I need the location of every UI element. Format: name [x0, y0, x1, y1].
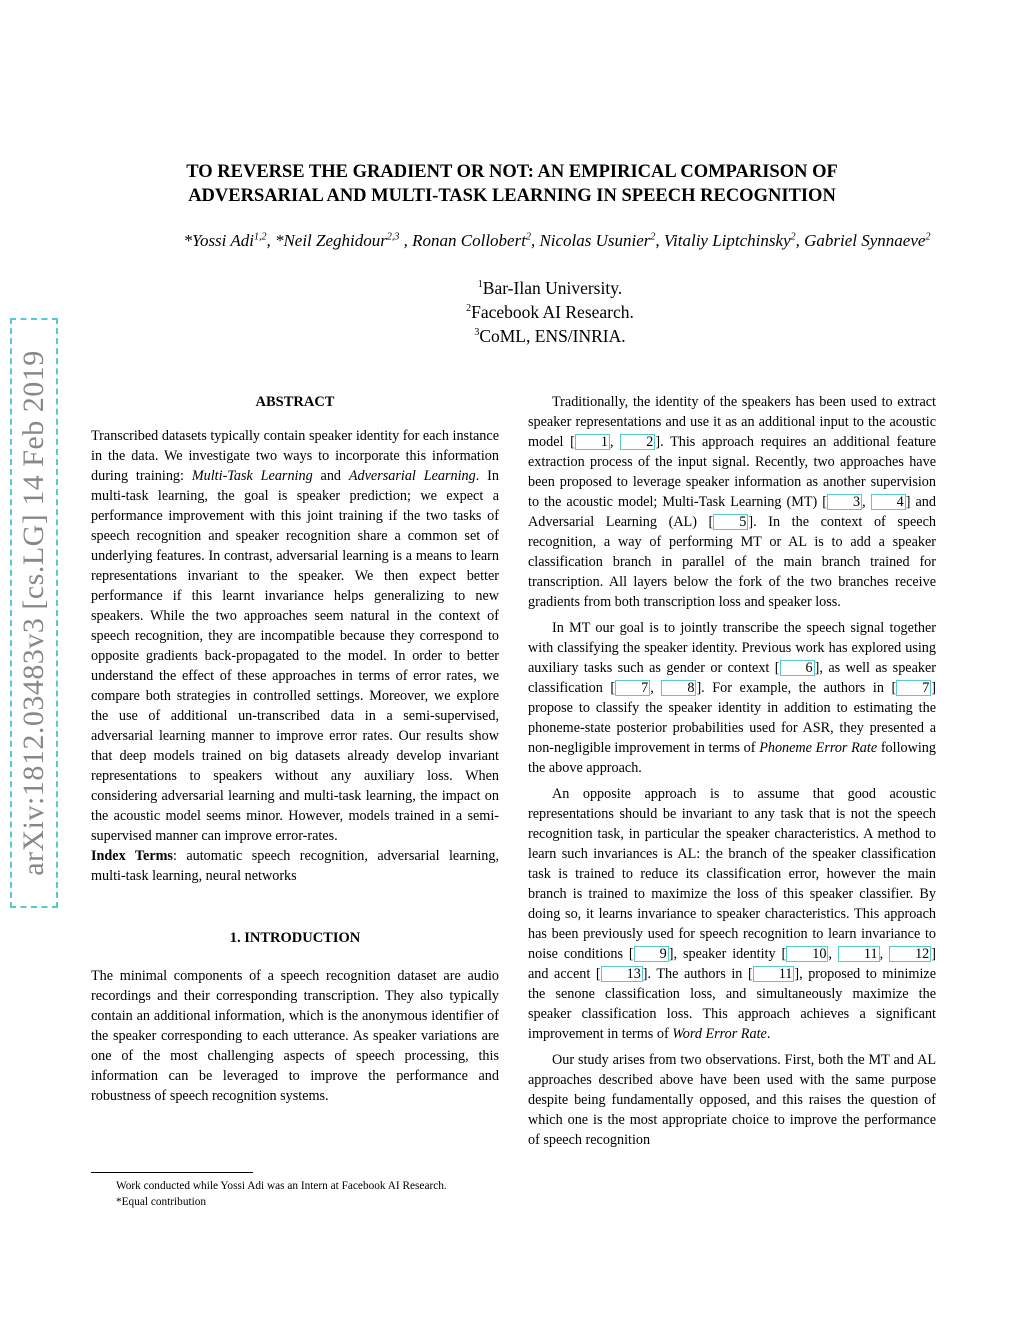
- author: Vitaliy Liptchinsky$^2$,: [663, 231, 805, 250]
- introduction-text: The minimal components of a speech recognition dataset are audio recordings and their corresponding transcription. They also typically contain an additional information, which is the anonymous identifier of the speaker corresponding to each utterance. As speaker variations are one of the most challenging aspects of speech processing, this information can be leveraged to improve the performance and robustness of speech recognition systems.: [91, 968, 499, 1104]
- title-line-1: TO REVERSE THE GRADIENT OR NOT: AN EMPIRICAL COMPARISON OF: [186, 162, 838, 182]
- author: Nicolas Usunier$^2$,: [539, 231, 664, 250]
- abstract-text: Transcribed datasets typically contain speaker identity for each instance in the data. We investigate two ways to incorporate this information during training: Multi-Task Learning and Adversarial Learning. In multi-task learning, the goal is speaker prediction; we expect a performance improvement with this joint training if the two tasks of speech recognition and speaker recognition share a common set of underlying features. In contrast, adversarial learning is a means to learn representations invariant to the speaker. We then expect better performance if this learnt invariance helps generalizing to new speakers. While the two approaches seem natural in the context of speech recognition, they are incompatible because they correspond to opposite gradients back-propagated to the model. In order to better understand the effect of these approaches in terms of error rates, we compare both strategies in controlled settings. Moreover, we explore the use of additional un-transcribed data in a semi-supervised, adversarial learning manner to improve error rates. Our results show that deep models trained on big datasets already develop invariant representations to speakers without any auxiliary loss. When considering adversarial learning and multi-task learning, the impact on the acoustic model seems minor. However, models trained in a semi-supervised manner can improve error-rates.: [91, 428, 499, 844]
- introduction-heading: 1. INTRODUCTION: [229, 930, 361, 946]
- citation-link[interactable]: 2: [620, 434, 655, 450]
- left-column: [91, 392, 499, 1106]
- affiliations: [300, 276, 800, 348]
- paragraph: In MT our goal is to jointly transcribe the speech signal together with classifying the speaker identity. Previous work has explored using auxiliary tasks such as gender or context [ 6 ], as well as speaker classification [ 7 , 8 ]. For example, the authors in [ 7 ] propose to classify the speaker identity in addition to estimating the phoneme-state posterior probabilities used for ASR, they presented a non-negligible improvement in terms of Phoneme Error Rate following the above approach.: [528, 620, 937, 776]
- citation-link[interactable]: 11: [838, 946, 880, 962]
- index-terms: Index Terms: automatic speech recognition, adversarial learning, multi-task learning, neural networks: [91, 848, 500, 884]
- paper-title: [110, 160, 914, 208]
- footnote-divider: [91, 1172, 253, 1173]
- footnote: *Equal contribution: [116, 1196, 207, 1208]
- arxiv-stamp[interactable]: [10, 318, 58, 908]
- citation-link[interactable]: 12: [889, 946, 931, 962]
- citation-link[interactable]: 11: [753, 966, 795, 982]
- affiliation: $^1$Bar-Ilan University.: [477, 278, 623, 298]
- citation-link[interactable]: 5: [713, 514, 748, 530]
- paragraph: An opposite approach is to assume that good acoustic representations should be invariant to any task that is not the speech recognition task, in particular the speaker characteristics. A method to learn such invariances is AL: the branch of the speaker classification task is trained to reduce its classification error, however the main branch is trained to maximize the loss of this speaker classifier. By doing so, it learns invariance to speaker characteristics. This approach has been previously used for speech recognition to learn invariance to noise conditions [ 9 ], speaker identity [ 10 , 11 , 12 ] and accent [ 13 ]. The authors in [ 11 ], proposed to minimize the senone classification loss, and simultaneously maximize the speaker classification loss. This approach achieves a significant improvement in terms of Word Error Rate.: [528, 786, 936, 1042]
- title-line-2: ADVERSARIAL AND MULTI-TASK LEARNING IN SPEECH RECOGNITION: [188, 186, 836, 206]
- citation-link[interactable]: 7: [615, 680, 650, 696]
- author: Ronan Collobert$^2$,: [412, 231, 540, 250]
- citation-link[interactable]: 13: [601, 966, 643, 982]
- footnotes: [116, 1178, 516, 1210]
- citation-link[interactable]: 10: [786, 946, 828, 962]
- citation-link[interactable]: 6: [780, 660, 815, 676]
- affiliation: $^2$Facebook AI Research.: [466, 302, 634, 322]
- citation-link[interactable]: 7: [896, 680, 931, 696]
- affiliation: $^3$CoML, ENS/INRIA.: [474, 326, 626, 346]
- paragraph: Traditionally, the identity of the speakers has been used to extract speaker representations and use it as an additional input to the acoustic model [ 1 , 2 ]. This approach requires an additional feature extraction process of the input signal. Recently, two approaches have been proposed to leverage speaker information as another supervision to the acoustic model; Multi-Task Learning (MT) [ 3 , 4 ] and Adversarial Learning (AL) [ 5 ]. In the context of speech recognition, a way of performing MT or AL is to add a speaker classification branch in parallel of the main branch trained for transcription. All layers below the fork of the two branches receive gradients from both transcription loss and speaker loss.: [528, 394, 937, 610]
- citation-link[interactable]: 4: [871, 494, 906, 510]
- right-column: [528, 392, 936, 1156]
- citation-link[interactable]: 3: [827, 494, 862, 510]
- abstract-heading: ABSTRACT: [255, 394, 335, 410]
- author: *Neil Zeghidour$^{2,3}$ ,: [274, 231, 413, 250]
- citation-link[interactable]: 8: [661, 680, 696, 696]
- author: *Yossi Adi$^{1,2}$,: [183, 231, 275, 250]
- footnote: Work conducted while Yossi Adi was an Intern at Facebook AI Research.: [116, 1180, 447, 1192]
- arxiv-id[interactable]: arXiv:1812.03483v3 [cs.LG] 14 Feb 2019: [17, 350, 50, 876]
- citation-link[interactable]: 1: [575, 434, 610, 450]
- paragraph: Our study arises from two observations. First, both the MT and AL approaches described above have been used with the same purpose despite being fundamentally opposed, and this raises the question of which one is the most appropriate choice to improve the performance of speech recognition: [528, 1052, 936, 1148]
- citation-link[interactable]: 9: [634, 946, 669, 962]
- author-list: [90, 228, 1024, 254]
- author: Gabriel Synnaeve$^2$: [804, 231, 931, 250]
